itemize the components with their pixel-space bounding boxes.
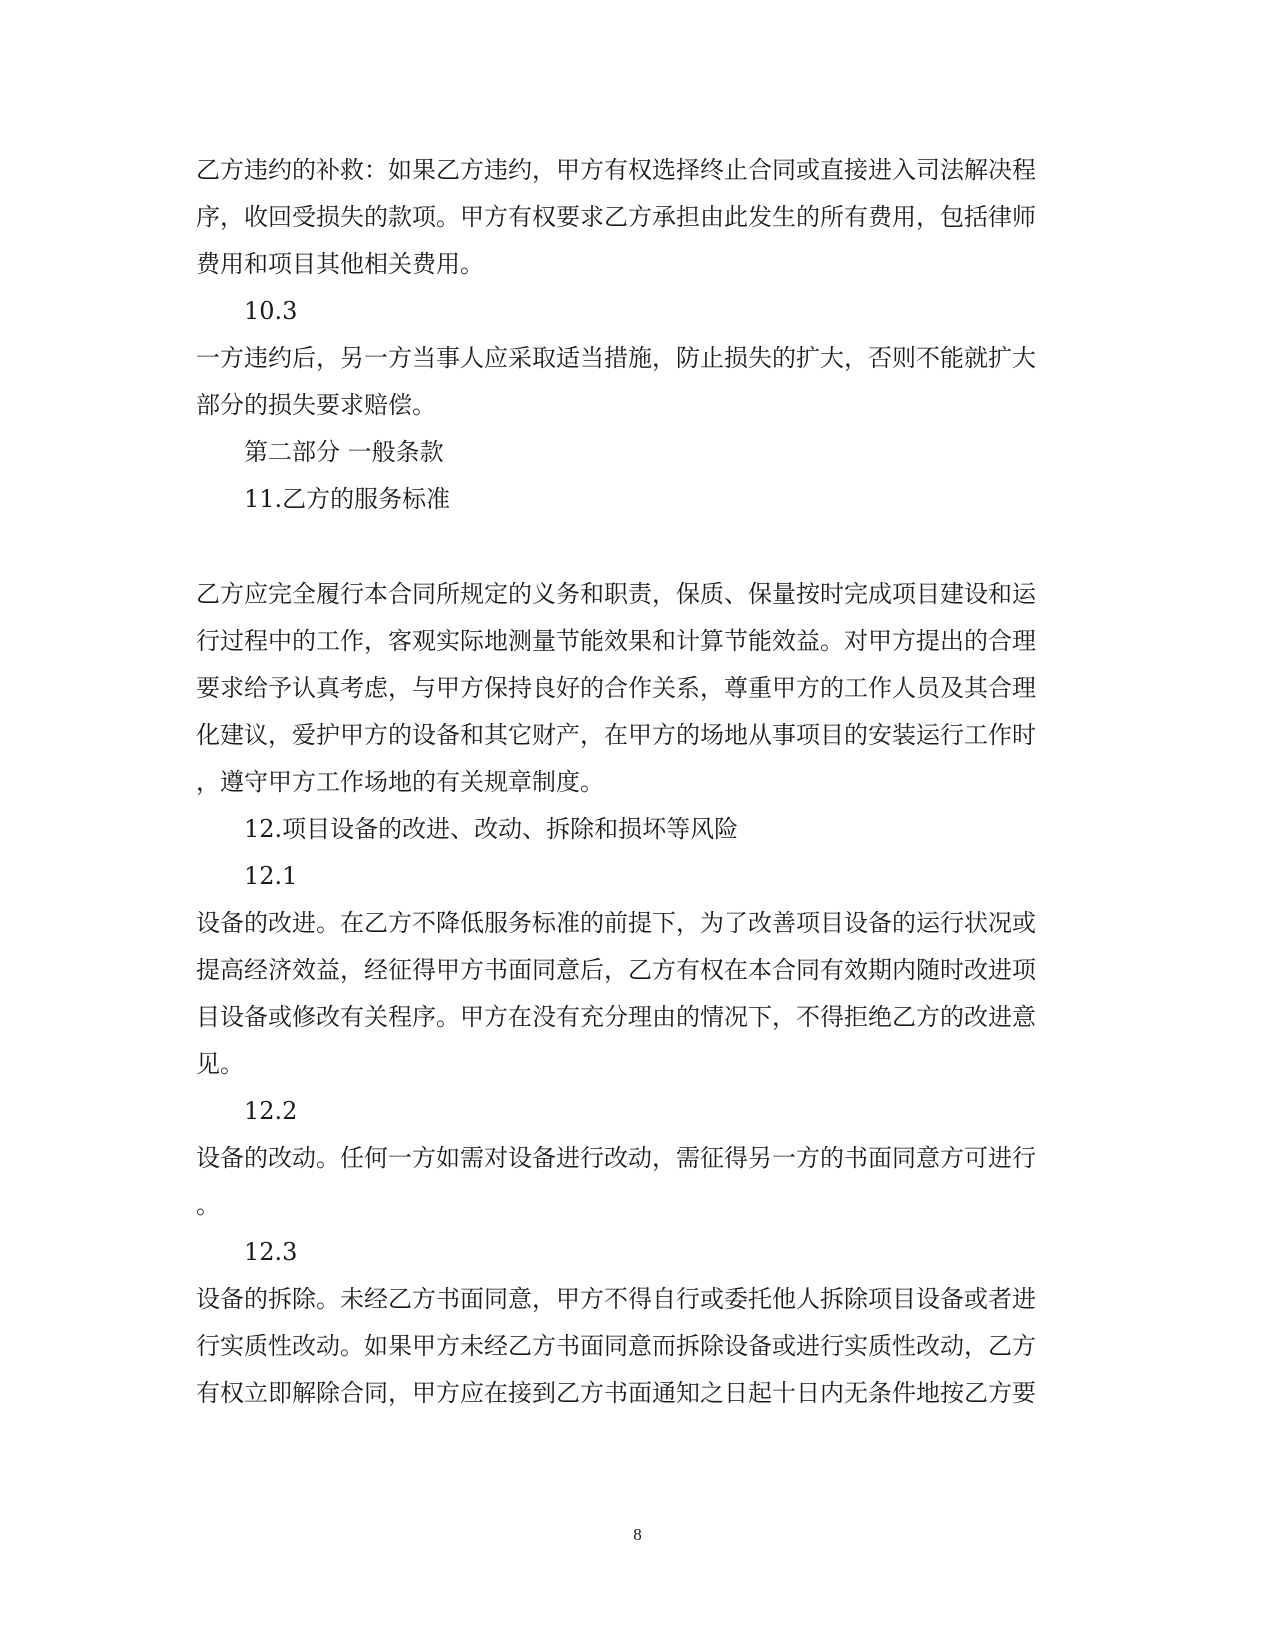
body-text-line: 设备的拆除。未经乙方书面同意，甲方不得自行或委托他人拆除项目设备或者进 xyxy=(196,1285,1036,1313)
body-text-line: 行过程中的工作，客观实际地测量节能效果和计算节能效益。对甲方提出的合理 xyxy=(196,627,1036,655)
clause-heading: 11.乙方的服务标准 xyxy=(244,485,451,513)
body-text-line: 有权立即解除合同，甲方应在接到乙方书面通知之日起十日内无条件地按乙方要 xyxy=(196,1379,1036,1407)
body-text-line: 乙方应完全履行本合同所规定的义务和职责，保质、保量按时完成项目建设和运 xyxy=(196,580,1036,608)
body-text-line: 一方违约后，另一方当事人应采取适当措施，防止损失的扩大，否则不能就扩大 xyxy=(196,344,1036,372)
body-text-line: 序，收回受损失的款项。甲方有权要求乙方承担由此发生的所有费用，包括律师 xyxy=(196,203,1036,231)
body-text-line: 行实质性改动。如果甲方未经乙方书面同意而拆除设备或进行实质性改动，乙方 xyxy=(196,1332,1036,1360)
body-text-line: 设备的改进。在乙方不降低服务标准的前提下，为了改善项目设备的运行状况或 xyxy=(196,909,1036,937)
clause-number: 12.2 xyxy=(244,1097,298,1125)
clause-number: 10.3 xyxy=(244,297,298,325)
clause-heading: 12.项目设备的改进、改动、拆除和损坏等风险 xyxy=(244,815,739,843)
body-text-line: 要求给予认真考虑，与甲方保持良好的合作关系，尊重甲方的工作人员及其合理 xyxy=(196,674,1036,702)
page-number: 8 xyxy=(633,1525,642,1544)
body-text-line: 。 xyxy=(196,1191,220,1219)
body-text-line: 费用和项目其他相关费用。 xyxy=(196,250,484,278)
clause-number: 12.1 xyxy=(244,862,298,890)
body-text-line: 设备的改动。任何一方如需对设备进行改动，需征得另一方的书面同意方可进行 xyxy=(196,1144,1036,1172)
section-heading: 第二部分 一般条款 xyxy=(244,438,444,466)
body-text-line: 见。 xyxy=(196,1050,244,1078)
body-text-line: 目设备或修改有关程序。甲方在没有充分理由的情况下，不得拒绝乙方的改进意 xyxy=(196,1003,1036,1031)
body-text-line: ，遵守甲方工作场地的有关规章制度。 xyxy=(196,768,604,796)
body-text-line: 提高经济效益，经征得甲方书面同意后，乙方有权在本合同有效期内随时改进项 xyxy=(196,956,1036,984)
body-text-line: 部分的损失要求赔偿。 xyxy=(196,391,436,419)
body-text-line: 化建议，爱护甲方的设备和其它财产，在甲方的场地从事项目的安装运行工作时 xyxy=(196,721,1036,749)
clause-number: 12.3 xyxy=(244,1238,298,1266)
body-text-line: 乙方违约的补救：如果乙方违约，甲方有权选择终止合同或直接进入司法解决程 xyxy=(196,156,1036,184)
